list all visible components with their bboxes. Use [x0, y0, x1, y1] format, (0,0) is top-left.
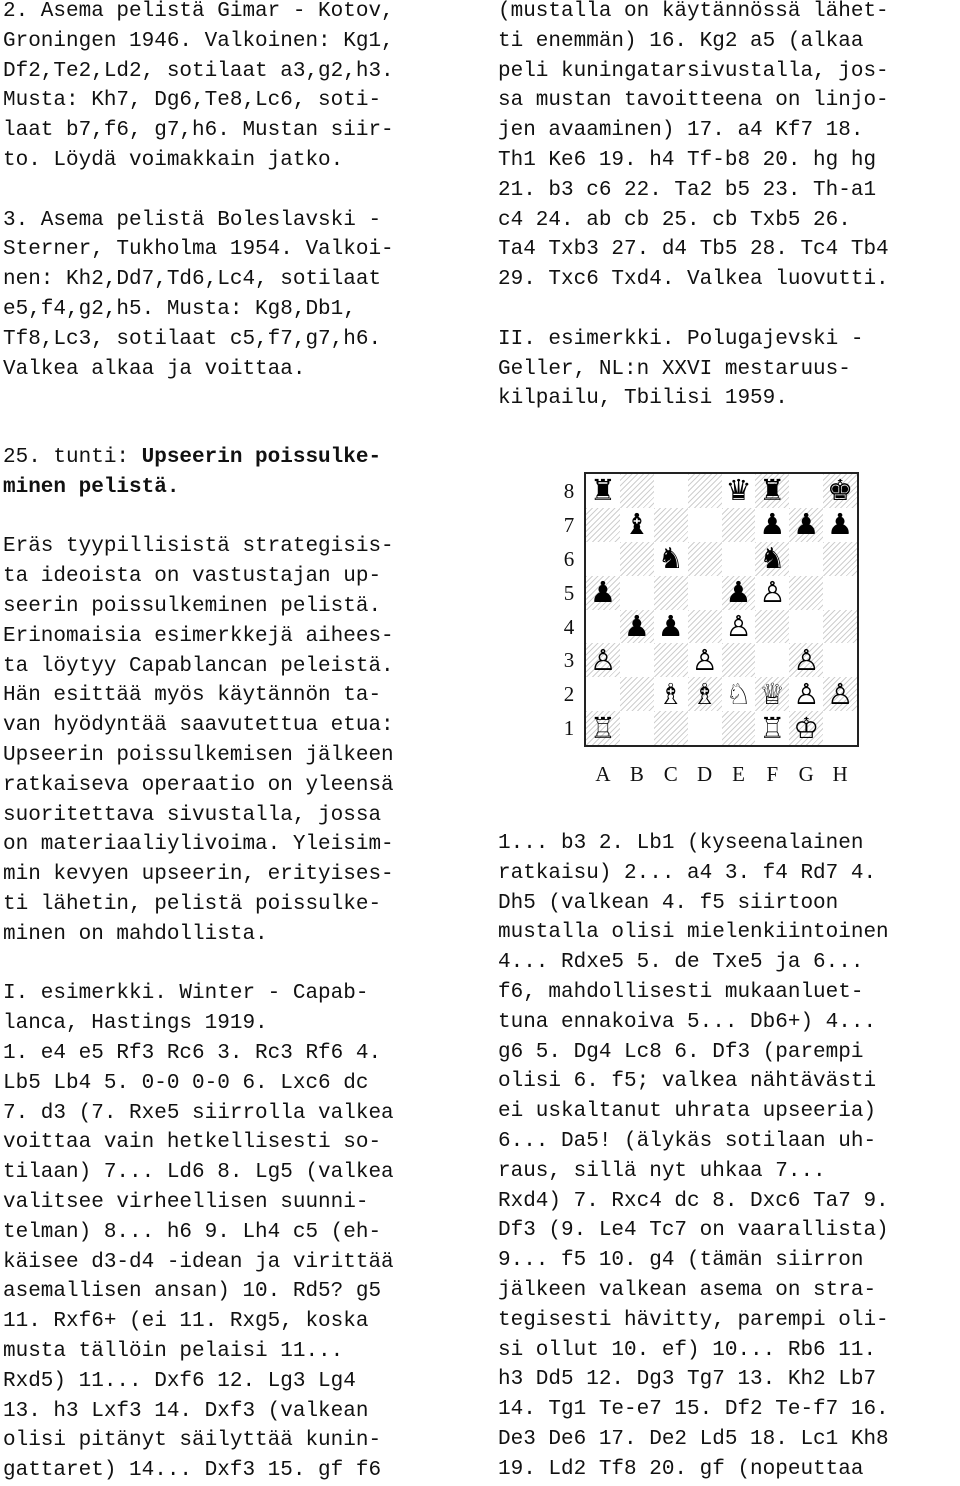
- lesson-title: Upseerin poissulke-: [141, 446, 382, 469]
- lesson-heading-line1: [3, 443, 473, 473]
- text-line: 7. d3 (7. Rxe5 siirrolla valkea: [3, 1101, 394, 1125]
- text-line: min kevyen upseerin, erityises-: [3, 863, 394, 887]
- chess-piece-icon: ♟: [827, 507, 854, 542]
- board-square: [722, 508, 756, 542]
- text-line: 13. h3 Lxf3 14. Dxf3 (valkean: [3, 1399, 369, 1423]
- lesson-number: 25. tunti:: [3, 446, 142, 469]
- chess-piece-icon: ♞: [759, 541, 786, 576]
- board-square: [620, 643, 654, 677]
- rank-label: 1: [563, 716, 575, 741]
- text-line: telman) 8... h6 9. Lh4 c5 (eh-: [3, 1220, 382, 1244]
- text-line: Eräs tyypillisistä strategisis-: [3, 535, 394, 559]
- chess-piece-square: [688, 643, 722, 677]
- text-line: gattaret) 14... Dxf3 15. gf f6: [3, 1459, 382, 1483]
- chess-piece-icon: ♚: [827, 473, 854, 508]
- board-square: [620, 542, 654, 576]
- text-line: Sterner, Tukholma 1954. Valkoi-: [3, 238, 394, 262]
- text-line: De3 De6 17. De2 Ld5 18. Lc1 Kh8: [498, 1427, 889, 1451]
- board-square: [688, 610, 722, 644]
- text-line: käisee d3-d4 -idean ja virittää: [3, 1250, 394, 1274]
- text-line: kilpailu, Tbilisi 1959.: [498, 387, 788, 411]
- text-line: Dh5 (valkean 4. f5 siirtoon: [498, 891, 839, 915]
- chess-piece-icon: ♙: [691, 642, 718, 677]
- text-line: (mustalla on käytännössä lähet-: [498, 0, 889, 23]
- board-square: [823, 542, 857, 576]
- chess-piece-icon: ♟: [725, 575, 752, 610]
- chess-piece-square: [586, 474, 620, 508]
- board-square: [823, 576, 857, 610]
- chess-piece-square: [688, 677, 722, 711]
- board-square: [688, 542, 722, 576]
- board-square: [688, 711, 722, 745]
- text-line: tilaan) 7... Ld6 8. Lg5 (valkea: [3, 1161, 394, 1185]
- text-line: on materiaaliylivoima. Yleisim-: [3, 833, 394, 857]
- text-line: voittaa vain hetkellisesti so-: [3, 1131, 382, 1155]
- chess-piece-icon: ♖: [759, 710, 786, 745]
- chess-piece-square: [789, 643, 823, 677]
- board-square: [823, 711, 857, 745]
- text-line: Musta: Kh7, Dg6,Te8,Lc6, soti-: [3, 89, 382, 113]
- text-line: [3, 176, 473, 206]
- board-square: [586, 677, 620, 711]
- text-line: 3. Asema pelistä Boleslavski -: [3, 208, 382, 232]
- board-square: [620, 576, 654, 610]
- text-line: ratkaiseva operaatio on yleensä: [3, 773, 394, 797]
- text-line: 4... Rdxe5 5. de Txe5 ja 6...: [498, 951, 864, 975]
- text-line: Rxd4) 7. Rxc4 dc 8. Dxc6 Ta7 9.: [498, 1189, 889, 1213]
- board-square: [722, 711, 756, 745]
- chess-piece-square: [755, 677, 789, 711]
- rank-label: 2: [563, 682, 575, 707]
- board-square: [789, 610, 823, 644]
- text-line: c4 24. ab cb 25. cb Txb5 26.: [498, 208, 851, 232]
- board-square: [654, 576, 688, 610]
- text-line: [498, 295, 960, 325]
- text-line: 9... f5 10. g4 (tämän siirron: [498, 1249, 864, 1273]
- chess-piece-square: [755, 576, 789, 610]
- chess-piece-icon: ♜: [589, 473, 616, 508]
- chess-piece-square: [620, 508, 654, 542]
- text-line: Groningen 1946. Valkoinen: Kg1,: [3, 29, 394, 53]
- text-line: Lb5 Lb4 5. 0-0 0-0 6. Lxc6 dc: [3, 1071, 369, 1095]
- text-line: I. esimerkki. Winter - Capab-: [3, 982, 369, 1006]
- text-line: Ta4 Txb3 27. d4 Tb5 28. Tc4 Tb4: [498, 238, 889, 262]
- text-line: 1. e4 e5 Rf3 Rc6 3. Rc3 Rf6 4.: [3, 1041, 382, 1065]
- chess-piece-icon: ♙: [793, 676, 820, 711]
- board-square: [620, 677, 654, 711]
- chess-piece-icon: ♘: [725, 676, 752, 711]
- chess-piece-icon: ♞: [657, 541, 684, 576]
- chess-piece-square: [823, 677, 857, 711]
- text-line: f6, mahdollisesti mukaanluet-: [498, 980, 864, 1004]
- text-line: ta ideoista on vastustajan up-: [3, 565, 382, 589]
- chess-piece-icon: ♟: [589, 575, 616, 610]
- text-line: suoritettava sivustalla, jossa: [3, 803, 382, 827]
- text-line: minen on mahdollista.: [3, 922, 268, 946]
- text-line: 14. Tg1 Te-e7 15. Df2 Te-f7 16.: [498, 1398, 889, 1422]
- file-label: E: [732, 762, 745, 786]
- chess-piece-icon: ♙: [589, 642, 616, 677]
- text-line: seerin poissulkeminen pelistä.: [3, 594, 382, 618]
- text-line: tegisesti hävitty, parempi oli-: [498, 1308, 889, 1332]
- text-line: Df3 (9. Le4 Tc7 on vaarallista): [498, 1219, 889, 1243]
- board-square: [586, 508, 620, 542]
- chess-piece-square: [654, 677, 688, 711]
- chess-piece-square: [586, 711, 620, 745]
- board-square: [654, 643, 688, 677]
- chess-piece-square: [654, 610, 688, 644]
- text-line: 29. Txc6 Txd4. Valkea luovutti.: [498, 268, 889, 292]
- board-square: [654, 508, 688, 542]
- text-line: Rxd5) 11... Dxf6 12. Lg3 Lg4: [3, 1369, 356, 1393]
- text-line: laat b7,f6, g7,h6. Mustan siir-: [3, 119, 394, 143]
- chess-piece-square: [789, 508, 823, 542]
- chess-diagram: [556, 470, 872, 800]
- left-top-text: [3, 0, 473, 384]
- text-line: Upseerin poissulkemisen jälkeen: [3, 743, 394, 767]
- lesson-section: [3, 443, 473, 1486]
- text-line: ei uskaltanut uhrata upseeria): [498, 1100, 877, 1124]
- text-line: [3, 950, 473, 980]
- text-line: Th1 Ke6 19. h4 Tf-b8 20. hg hg: [498, 148, 877, 172]
- board-square: [688, 474, 722, 508]
- text-line: 11. Rxf6+ (ei 11. Rxg5, koska: [3, 1310, 369, 1334]
- text-line: e5,f4,g2,h5. Musta: Kg8,Db1,: [3, 297, 356, 321]
- board-square: [654, 474, 688, 508]
- rank-label: 7: [563, 512, 575, 537]
- board-square: [586, 542, 620, 576]
- chess-piece-icon: ♟: [657, 608, 684, 643]
- text-line: nen: Kh2,Dd7,Td6,Lc4, sotilaat: [3, 268, 382, 292]
- text-line: ta löytyy Capablancan peleistä.: [3, 654, 394, 678]
- chess-piece-icon: ♔: [793, 710, 820, 745]
- lesson-heading-line2: minen pelistä.: [3, 475, 180, 499]
- chess-piece-square: [586, 643, 620, 677]
- rank-label: 6: [563, 546, 575, 571]
- board-square: [789, 474, 823, 508]
- text-line: olisi pitänyt säilyttää kunin-: [3, 1429, 382, 1453]
- text-line: sa mustan tavoitteena on linjo-: [498, 89, 889, 113]
- text-line: asemallisen ansan) 10. Rd5? g5: [3, 1280, 382, 1304]
- chess-piece-square: [755, 711, 789, 745]
- text-line: h3 Dd5 12. Dg3 Tg7 13. Kh2 Lb7: [498, 1368, 877, 1392]
- board-square: [789, 576, 823, 610]
- text-line: 6... Da5! (älykäs sotilaan uh-: [498, 1129, 877, 1153]
- file-label: A: [595, 762, 611, 786]
- text-line: Df2,Te2,Ld2, sotilaat a3,g2,h3.: [3, 59, 394, 83]
- text-line: jälkeen valkean asema on stra-: [498, 1278, 877, 1302]
- chess-piece-icon: ♙: [827, 676, 854, 711]
- text-line: g6 5. Dg4 Lc8 6. Df3 (parempi: [498, 1040, 864, 1064]
- chess-piece-square: [722, 576, 756, 610]
- left-body-text: [3, 532, 473, 1486]
- board-square: [688, 508, 722, 542]
- chess-piece-square: [755, 542, 789, 576]
- text-line: valitsee virheellisen suunni-: [3, 1190, 369, 1214]
- rank-label: 8: [563, 479, 575, 503]
- text-line: lanca, Hastings 1919.: [3, 1012, 268, 1036]
- right-top-text: [498, 0, 960, 414]
- chess-piece-icon: ♕: [759, 676, 786, 711]
- chess-piece-icon: ♟: [623, 608, 650, 643]
- text-line: si ollut 10. ef) 10... Rb6 11.: [498, 1338, 877, 1362]
- text-line: mustalla olisi mielenkiintoinen: [498, 921, 889, 945]
- text-line: 21. b3 c6 22. Ta2 b5 23. Th-a1: [498, 178, 877, 202]
- chess-piece-square: [823, 508, 857, 542]
- file-label: G: [798, 762, 814, 786]
- board-square: [755, 610, 789, 644]
- chess-piece-square: [586, 576, 620, 610]
- text-line: to. Löydä voimakkain jatko.: [3, 148, 344, 172]
- text-line: peli kuningatarsivustalla, jos-: [498, 59, 889, 83]
- text-line: van hyödyntää saavutettua etua:: [3, 714, 394, 738]
- chess-board: [584, 472, 859, 747]
- text-line: Tf8,Lc3, sotilaat c5,f7,g7,h6.: [3, 327, 382, 351]
- file-label: D: [697, 762, 713, 786]
- text-line: II. esimerkki. Polugajevski -: [498, 327, 864, 351]
- chess-piece-icon: ♟: [793, 507, 820, 542]
- right-body-text: [498, 829, 960, 1485]
- file-label: B: [629, 762, 644, 786]
- text-line: 1... b3 2. Lb1 (kyseenalainen: [498, 832, 864, 855]
- text-line: ti enemmän) 16. Kg2 a5 (alkaa: [498, 29, 864, 53]
- text-line: tuna ennakoiva 5... Db6+) 4...: [498, 1010, 877, 1034]
- chess-piece-square: [755, 508, 789, 542]
- text-line: 19. Ld2 Tf8 20. gf (nopeuttaa: [498, 1457, 864, 1481]
- board-square: [654, 711, 688, 745]
- board-square: [823, 643, 857, 677]
- text-line: musta tällöin pelaisi 11...: [3, 1339, 344, 1363]
- chess-piece-square: [620, 610, 654, 644]
- text-line: Geller, NL:n XXVI mestaruus-: [498, 357, 851, 381]
- rank-label: 3: [563, 648, 575, 673]
- file-label: C: [663, 762, 678, 786]
- board-square: [586, 610, 620, 644]
- chess-piece-square: [722, 474, 756, 508]
- chess-piece-icon: ♙: [793, 642, 820, 677]
- chess-piece-icon: ♜: [759, 473, 786, 508]
- text-line: jen avaaminen) 17. a4 Kf7 18.: [498, 119, 864, 143]
- chess-piece-icon: ♗: [657, 676, 684, 711]
- board-square: [789, 542, 823, 576]
- text-line: Erinomaisia esimerkkejä aihees-: [3, 624, 394, 648]
- text-line: olisi 6. f5; valkea nähtävästi: [498, 1070, 877, 1094]
- rank-label: 5: [563, 580, 575, 605]
- board-square: [620, 711, 654, 745]
- chess-piece-square: [789, 677, 823, 711]
- chess-piece-square: [654, 542, 688, 576]
- chess-piece-icon: ♙: [725, 608, 752, 643]
- file-label: H: [832, 762, 848, 786]
- chess-piece-square: [755, 474, 789, 508]
- text-line: ratkaisu) 2... a4 3. f4 Rd7 4.: [498, 861, 877, 885]
- chess-piece-square: [789, 711, 823, 745]
- board-square: [722, 542, 756, 576]
- file-label: F: [766, 762, 779, 786]
- board-square: [620, 474, 654, 508]
- board-square: [823, 610, 857, 644]
- text-line: Hän esittää myös käytännön ta-: [3, 684, 382, 708]
- text-line: raus, sillä nyt uhkaa 7...: [498, 1159, 826, 1183]
- chess-piece-icon: ♖: [589, 710, 616, 745]
- chess-piece-icon: ♝: [623, 507, 650, 542]
- board-square: [722, 643, 756, 677]
- chess-piece-square: [823, 474, 857, 508]
- chess-piece-icon: ♙: [759, 575, 786, 610]
- text-line: 2. Asema pelistä Gimar - Kotov,: [3, 0, 394, 23]
- board-square: [755, 643, 789, 677]
- text-line: Valkea alkaa ja voittaa.: [3, 357, 306, 381]
- chess-piece-square: [722, 677, 756, 711]
- chess-piece-icon: ♟: [759, 507, 786, 542]
- rank-label: 4: [563, 614, 575, 639]
- board-square: [688, 576, 722, 610]
- chess-piece-icon: ♛: [725, 473, 752, 508]
- text-line: ti lähetin, pelistä poissulke-: [3, 892, 382, 916]
- chess-piece-square: [722, 610, 756, 644]
- chess-piece-icon: ♗: [691, 676, 718, 711]
